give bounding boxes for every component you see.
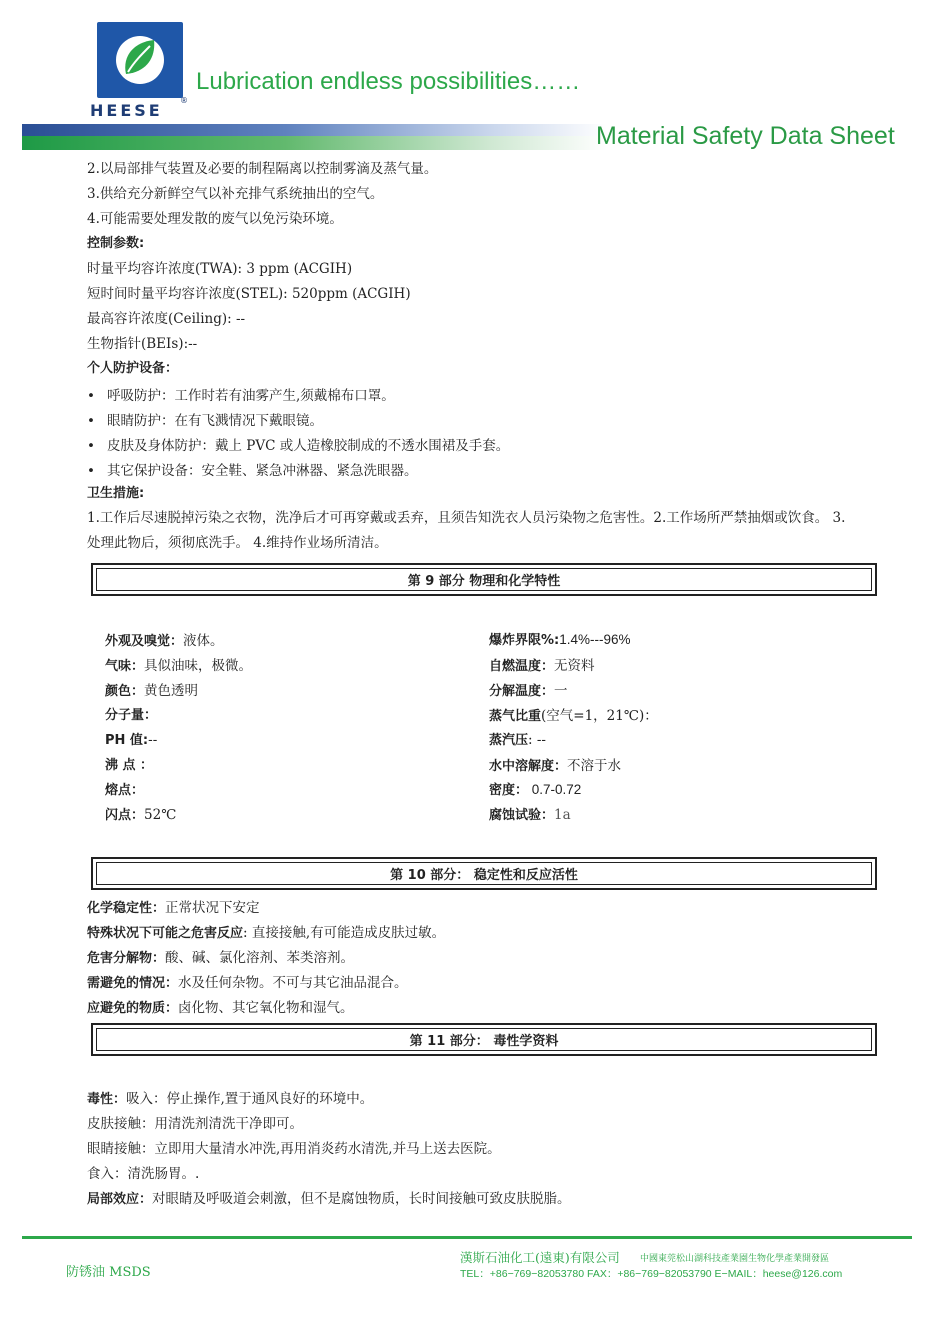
- property-row: 分子量：: [105, 708, 158, 723]
- toxicity-row: 毒性：吸入：停止操作,置于通风良好的环境中。: [87, 1091, 374, 1107]
- section-title: 第 9 部分 物理和化学特性: [96, 568, 872, 591]
- ppe-heading: 个人防护设备：: [87, 361, 179, 376]
- slogan: Lubrication endless possibilities……: [196, 68, 581, 95]
- text-line: 3.供给充分新鲜空气以补充排气系统抽出的空气。: [87, 186, 384, 202]
- stability-row: 危害分解物：酸、碱、氯化溶剂、苯类溶剂。: [87, 950, 355, 966]
- toxicity-row: 皮肤接触：用清洗剂清洗干净即可。: [87, 1116, 303, 1132]
- ppe-item: • 呼吸防护：工作时若有油雾产生,须戴棉布口罩。: [87, 388, 395, 404]
- property-row: 爆炸界限%:1.4%---96%: [489, 632, 631, 648]
- footer-doc-name: 防锈油 MSDS: [66, 1265, 151, 1280]
- stability-row: 需避免的情况：水及任何杂物。不可与其它油品混合。: [87, 975, 408, 991]
- toxicity-row: 局部效应：对眼睛及呼吸道会刺激，但不是腐蚀物质，长时间接触可致皮肤脱脂。: [87, 1191, 571, 1207]
- param-ceiling: 最高容许浓度(Ceiling): --: [87, 311, 246, 327]
- section-title: 第 11 部分： 毒性学资料: [96, 1028, 872, 1051]
- property-row: 水中溶解度：不溶于水: [489, 758, 622, 774]
- text-line: 4.可能需要处理发散的废气以免污染环境。: [87, 211, 343, 227]
- property-row: 腐蚀试验：1a: [489, 807, 571, 823]
- param-beis: 生物指针(BEIs):--: [87, 336, 198, 352]
- section-9-header: [91, 563, 877, 596]
- stability-row: 特殊状况下可能之危害反应: 直接接触,有可能造成皮肤过敏。: [87, 925, 446, 941]
- property-row: 蒸气比重(空气=1，21℃)：: [489, 708, 658, 724]
- section-10-header: [91, 857, 877, 890]
- logo-text: HEESE: [90, 101, 163, 120]
- hygiene-text: 1.工作后尽速脱掉污染之衣物，洗净后才可再穿戴或丢弃，且须告知洗衣人员污染物之危害性。2.工作场所严禁抽烟或饮食。 3.: [87, 510, 846, 526]
- control-params-heading: 控制参数:: [87, 236, 145, 251]
- text-line: 2.以局部排气装置及必要的制程隔离以控制雾滴及蒸气量。: [87, 161, 438, 177]
- section-11-header: [91, 1023, 877, 1056]
- property-row: 分解温度：一: [489, 683, 568, 699]
- property-row: 外观及嗅觉：液体。: [105, 633, 224, 649]
- property-row: 熔点：: [105, 783, 145, 798]
- document-title: Material Safety Data Sheet: [596, 122, 895, 150]
- param-twa: 时量平均容许浓度(TWA): 3 ppm (ACGIH): [87, 261, 353, 277]
- property-row: 气味：具似油味，极微。: [105, 658, 253, 674]
- stability-row: 应避免的物质：卤化物、其它氧化物和湿气。: [87, 1000, 354, 1016]
- footer-divider: [22, 1236, 912, 1239]
- header-band-green: [22, 136, 607, 150]
- leaf-logo-icon: [112, 30, 168, 90]
- footer-contact: TEL：+86−769−82053780 FAX：+86−769−82053790 E−MAIL：heese@126.com: [460, 1268, 843, 1280]
- property-row: 自燃温度：无资料: [489, 658, 595, 674]
- ppe-item: • 其它保护设备：安全鞋、紧急冲淋器、紧急洗眼器。: [87, 463, 418, 479]
- ppe-item: • 眼睛防护：在有飞溅情况下戴眼镜。: [87, 413, 323, 429]
- property-row: 密度： 0.7-0.72: [489, 782, 582, 798]
- param-stel: 短时间时量平均容许浓度(STEL): 520ppm (ACGIH): [87, 286, 411, 302]
- footer-address: 中國東莞松山湖科技產業園生物化學產業開發區: [640, 1254, 830, 1264]
- hygiene-text: 处理此物后，须彻底洗手。 4.维持作业场所清洁。: [87, 535, 388, 551]
- property-row: 沸 点 ：: [105, 758, 154, 773]
- footer-company: 漢斯石油化工(遠東)有限公司: [460, 1250, 620, 1265]
- hygiene-heading: 卫生措施:: [87, 486, 145, 501]
- ppe-item: • 皮肤及身体防护：戴上 PVC 或人造橡胶制成的不透水围裙及手套。: [87, 438, 510, 454]
- header-band-blue: [22, 124, 607, 136]
- property-row: PH 值:--: [105, 732, 158, 748]
- section-title: 第 10 部分： 稳定性和反应活性: [96, 862, 872, 885]
- toxicity-row: 眼睛接触：立即用大量清水冲洗,再用消炎药水清洗,并马上送去医院。: [87, 1141, 501, 1157]
- toxicity-row: 食入：清洗肠胃。.: [87, 1166, 200, 1182]
- property-row: 蒸汽压: --: [489, 732, 546, 748]
- stability-row: 化学稳定性：正常状况下安定: [87, 900, 260, 916]
- registered-mark: ®: [180, 96, 188, 105]
- property-row: 闪点：52℃: [105, 807, 177, 823]
- property-row: 颜色：黄色透明: [105, 683, 199, 699]
